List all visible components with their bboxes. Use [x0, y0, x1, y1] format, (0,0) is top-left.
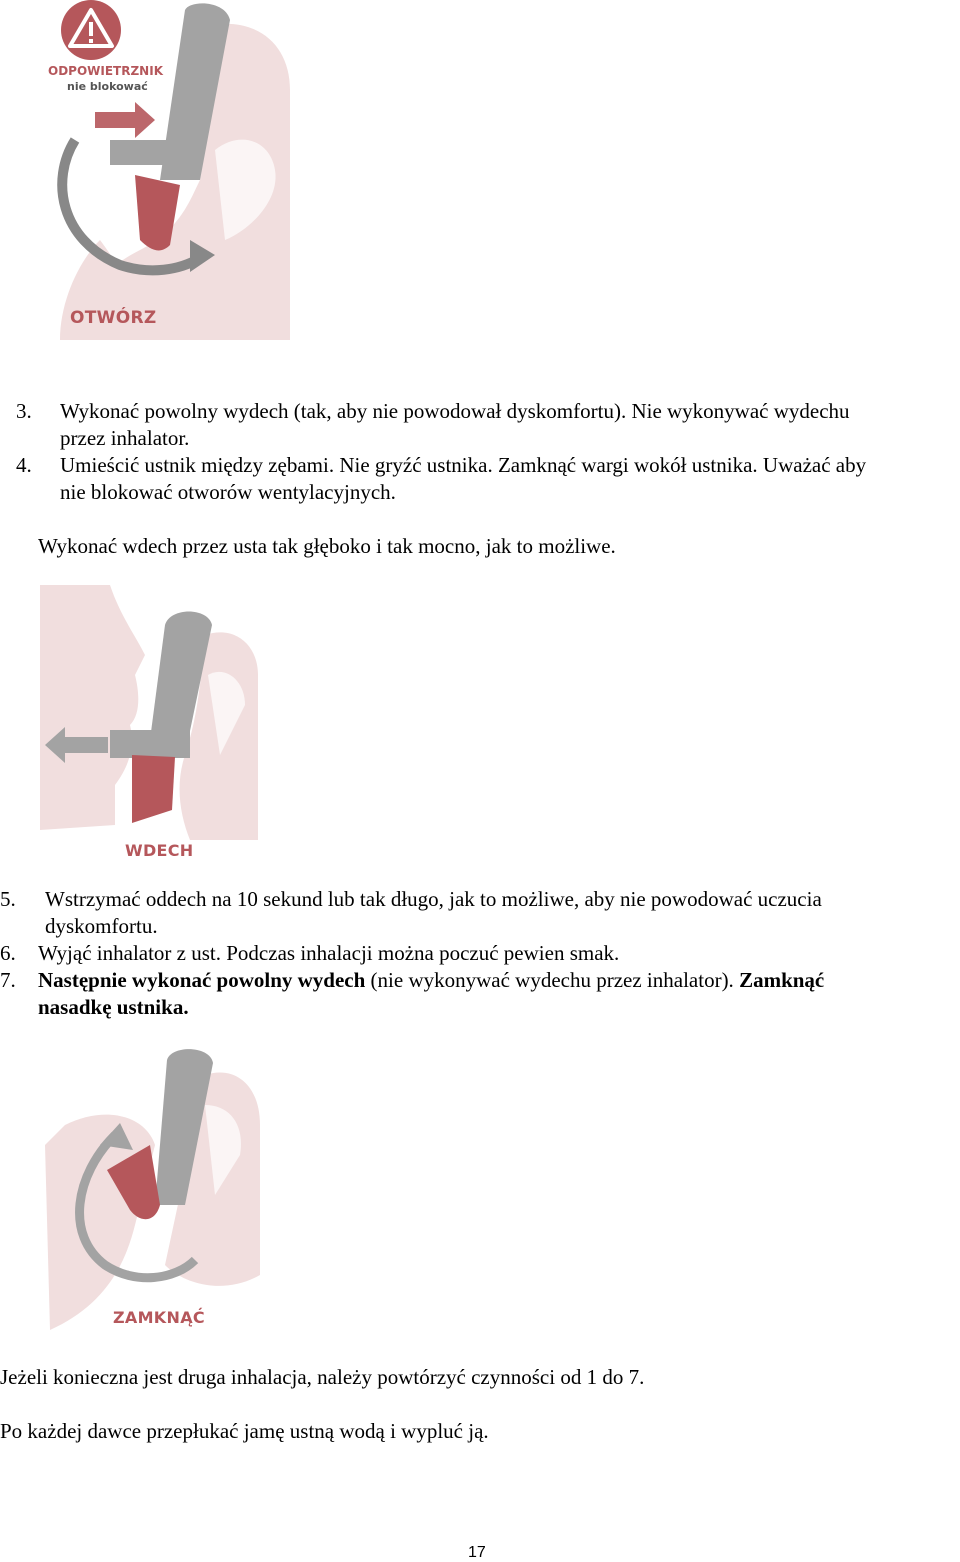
step-text-line: dyskomfortu.	[45, 914, 158, 938]
rinse-instruction: Po każdej dawce przepłukać jamę ustną wodą i wypluć ją.	[0, 1419, 489, 1443]
step-text: (nie wykonywać wydechu przez inhalator).	[365, 968, 740, 992]
warning-triangle-icon	[58, 0, 124, 60]
inhale-illustration	[40, 585, 265, 840]
step-text-line: przez inhalator.	[60, 426, 190, 450]
step-text-line	[38, 967, 824, 994]
figure-label-inhale: WDECH	[125, 841, 194, 860]
step-text-line: Wstrzymać oddech na 10 sekund lub tak długo, jak to możliwe, aby nie powodować uczucia	[45, 887, 822, 911]
repeat-instruction: Jeżeli konieczna jest druga inhalacja, należy powtórzyć czynności od 1 do 7.	[0, 1365, 645, 1389]
step-text-line: Wyjąć inhalator z ust. Podczas inhalacji można poczuć pewien smak.	[38, 941, 620, 965]
step-text-line	[38, 994, 189, 1021]
figure-inhale	[40, 585, 265, 865]
figure-label-close: ZAMKNĄĆ	[113, 1308, 205, 1327]
step-number: 4.	[16, 453, 32, 477]
step-text-line: nie blokować otworów wentylacyjnych.	[60, 480, 396, 504]
page-number: 17	[468, 1544, 486, 1561]
warning-title: ODPOWIETRZNIK	[48, 64, 163, 78]
step-bold-text: Zamknąć	[739, 968, 825, 992]
step-number: 3.	[16, 399, 32, 423]
step-number: 5.	[0, 887, 16, 911]
step-bold-text: nasadkę ustnika.	[38, 995, 189, 1019]
figure-label-open: OTWÓRZ	[70, 308, 157, 328]
step-text-line: Umieścić ustnik między zębami. Nie gryźć ustnika. Zamknąć wargi wokół ustnika. Uważać aby	[60, 453, 867, 477]
inhale-instruction: Wykonać wdech przez usta tak głęboko i tak mocno, jak to możliwe.	[38, 534, 616, 558]
step-number: 7.	[0, 968, 16, 992]
figure-open	[40, 0, 300, 345]
step-number: 6.	[0, 941, 16, 965]
figure-close	[45, 1045, 265, 1335]
step-text-line: Wykonać powolny wydech (tak, aby nie powodował dyskomfortu). Nie wykonywać wydechu	[60, 399, 850, 423]
close-illustration	[45, 1045, 265, 1335]
step-bold-text: Następnie wykonać powolny wydech	[38, 968, 366, 992]
warning-subtitle: nie blokować	[67, 80, 148, 93]
